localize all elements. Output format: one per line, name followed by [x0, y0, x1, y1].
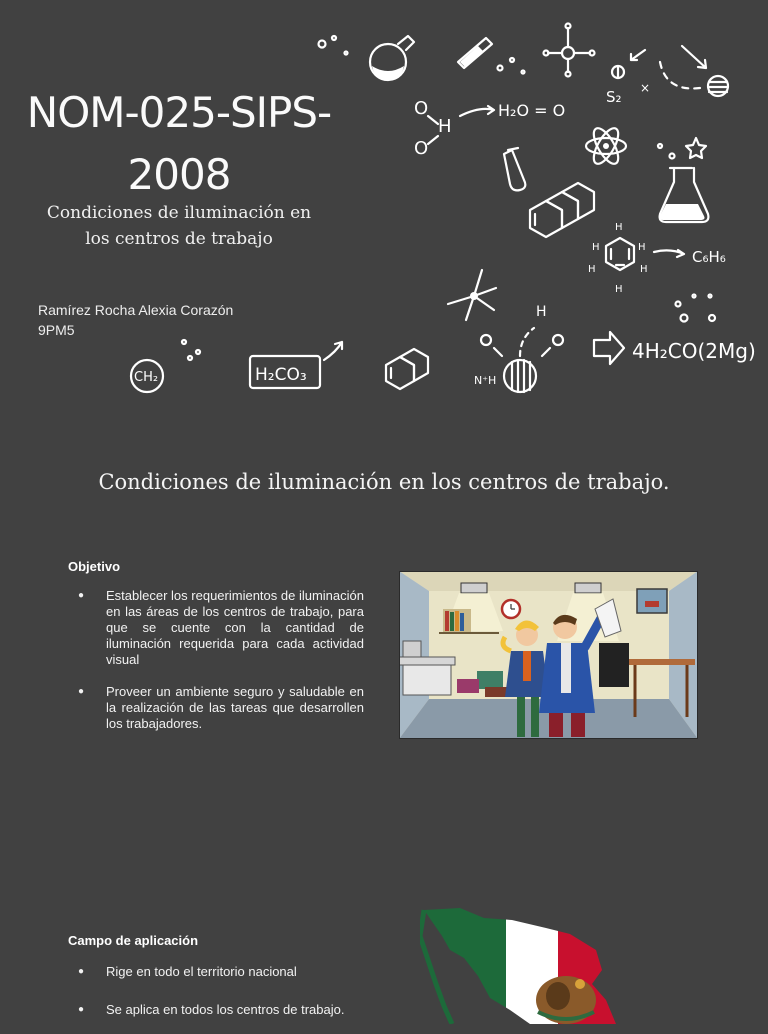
page-title: [14, 82, 344, 206]
arrow-icon: [594, 332, 624, 364]
bubble-icon: [510, 58, 514, 62]
svg-text:O: O: [414, 98, 429, 119]
bubble-icon: [319, 41, 326, 48]
bubble-icon: [709, 315, 715, 321]
svg-text:N⁺H: N⁺H: [474, 374, 497, 387]
bubble-icon: [196, 350, 200, 354]
svg-text:H: H: [536, 304, 547, 320]
erlenmeyer-flask-icon: [660, 168, 709, 222]
bubble-icon: [332, 36, 336, 40]
star-icon: [686, 138, 706, 158]
carbonic-acid-box: [250, 342, 342, 388]
svg-text:×: ×: [640, 81, 651, 95]
bubble-icon: [522, 71, 525, 74]
svg-text:H₂CO₃: H₂CO₃: [255, 365, 307, 385]
author-name: Ramírez Rocha Alexia Corazón: [38, 302, 234, 318]
ch2-bubble: [131, 360, 163, 392]
formula-s2: S₂: [606, 88, 622, 106]
author-group: 9PM5: [38, 322, 75, 338]
bubble-icon: [498, 66, 503, 71]
bubble-icon: [182, 340, 186, 344]
title-line-1: NOM-025-SIPS-: [26, 88, 332, 137]
arrow-icon: [654, 250, 684, 257]
title-line-2: 2008: [127, 150, 231, 199]
bubble-icon: [670, 154, 675, 159]
mexico-flag-map-illustration: [420, 906, 620, 1024]
subtitle-line-1: Condiciones de iluminación en: [46, 203, 312, 223]
office-lighting-illustration: [399, 571, 698, 739]
test-tube-icon: [504, 148, 525, 190]
svg-text:H: H: [640, 264, 648, 275]
campo-label: Campo de aplicación: [68, 933, 199, 948]
bubble-icon: [345, 52, 348, 55]
bubble-icon: [676, 302, 681, 307]
formula-water: H₂O = O: [498, 101, 566, 120]
page-subtitle: [14, 200, 344, 252]
formula-c6h6: C₆H₆: [692, 248, 726, 266]
list-item: ● Se aplica en todos los centros de trabajo.: [68, 1002, 398, 1018]
author-block: [38, 300, 233, 340]
arrow-icon: [682, 46, 706, 68]
arrow-icon: [631, 50, 645, 60]
svg-text:H: H: [615, 222, 623, 233]
orbit-path-icon: [660, 62, 700, 88]
atom-icon: [586, 125, 626, 168]
svg-text:H: H: [638, 242, 646, 253]
svg-text:H: H: [588, 264, 596, 275]
eagle-emblem-icon: [536, 976, 596, 1024]
bubble-icon: [681, 315, 688, 322]
round-flask-icon: [370, 36, 414, 80]
nitrogen-sphere: [474, 304, 563, 392]
bubble-icon: [693, 295, 696, 298]
section-heading: Condiciones de iluminación en los centros de trabajo.: [98, 470, 670, 494]
molecule-icon: [544, 24, 595, 77]
svg-text:H: H: [592, 242, 600, 253]
reaction-water: [414, 98, 565, 159]
svg-text:H: H: [615, 284, 623, 295]
svg-text:O: O: [414, 138, 429, 159]
bubble-icon: [709, 295, 712, 298]
test-tube-icon: [458, 38, 492, 68]
list-item: ● Rige en todo el territorio nacional: [68, 964, 398, 980]
objetivo-label: Objetivo: [68, 559, 121, 574]
list-item: ● Establecer los requerimientos de iluminación en las áreas de los centros de trabajo, para que se cuente con la cantidad de iluminación requerida para cada actividad visual: [68, 588, 364, 668]
fused-rings-icon: [530, 183, 594, 237]
bubble-icon: [188, 356, 192, 360]
formula-formaldehyde: 4H₂CO(2Mg): [632, 339, 756, 363]
molecule-icon: [448, 270, 496, 320]
fused-rings-icon: [386, 349, 428, 389]
svg-text:H: H: [438, 116, 452, 137]
svg-text:CH₂: CH₂: [134, 370, 159, 385]
list-item: ● Proveer un ambiente seguro y saludable en la realización de las tareas que desarrollen los trabajadores.: [68, 684, 364, 732]
benzene-icon: [588, 222, 648, 295]
objetivo-list: [68, 588, 364, 748]
bubble-icon: [658, 144, 662, 148]
subtitle-line-2: los centros de trabajo: [85, 229, 273, 249]
